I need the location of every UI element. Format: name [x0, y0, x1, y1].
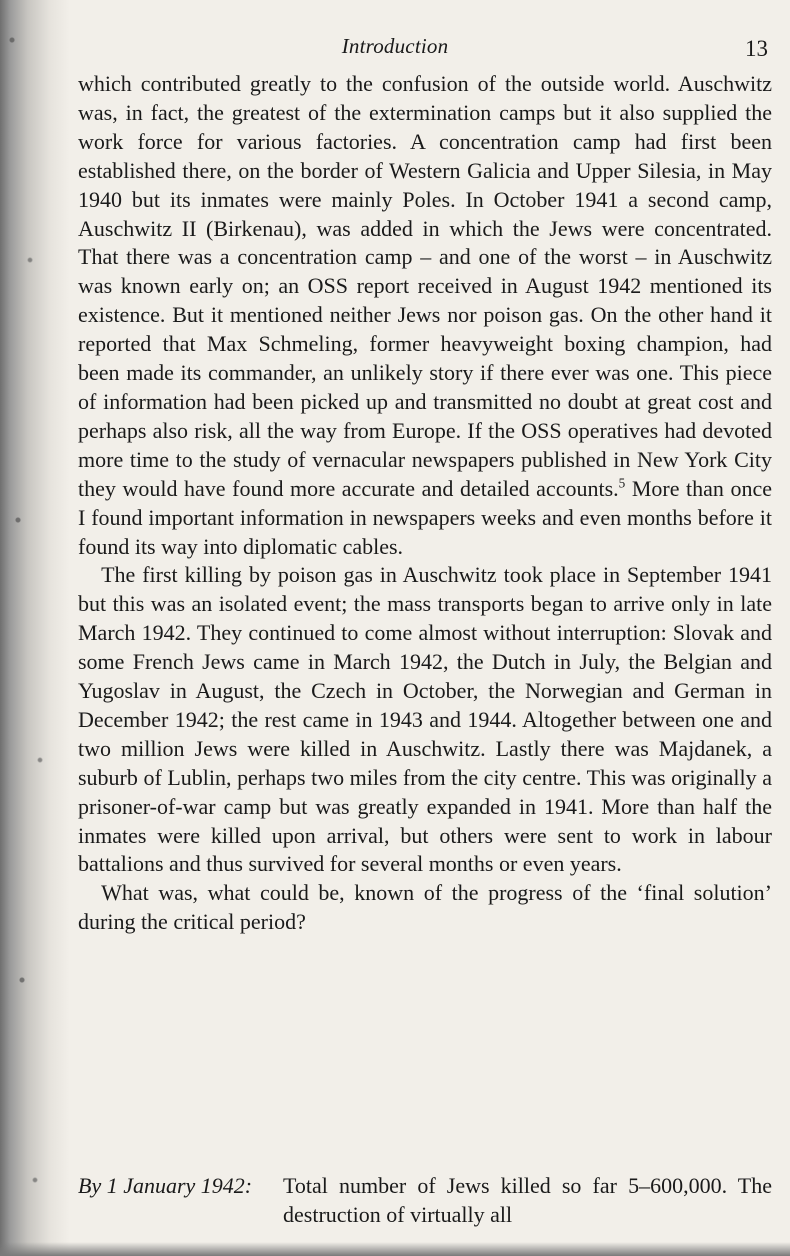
paragraph-question: What was, what could be, known of the progress of the ‘final solution’ during the critical period?: [78, 880, 772, 935]
paragraph-auschwitz-killings: The first killing by poison gas in Auschwitz took place in September 1941 but this was an isolated event; the mass transports began to arrive only in late March 1942. They continued to come almost without interruption: Slovak and some French Jews came in March 1942, the Dutch in July, the Belgian and Yugoslav in August, the Czech in October, the Norwegian and German in December 1942; the rest came in 1943 and 1944. Altogether between one and two million Jews were killed in Auschwitz. Lastly there was Majdanek, a suburb of Lublin, perhaps two miles from the city centre. This was originally a prisoner-of-war camp but was greatly expanded in 1941. More than half the inmates were killed upon arrival, but others were sent to work in labour battalions and thus survived for several months or even years.: [78, 562, 772, 877]
paragraph-continued: [78, 70, 772, 561]
scan-edge-specks: [0, 0, 60, 1256]
running-header: [0, 30, 790, 64]
paragraph-1-tail: More than once I found important information in newspapers weeks and even months before it found its way into diplomatic cables.: [78, 475, 773, 559]
scan-bottom-shadow: [0, 1242, 790, 1256]
footnote-reference: 5: [618, 475, 626, 491]
page-number: 13: [745, 36, 768, 61]
paragraph-1-text: which contributed greatly to the confusion of the outside world. Auschwitz was, in fact, the greatest of the extermination camps but it also supplied the work force for various factories. A concentration camp had first been established there, on the border of Western Galicia and Upper Silesia, in May 1940 but its inmates were mainly Poles. In October 1941 a second camp, Auschwitz II (Birkenau), was added in which the Jews were concentrated. That there was a concentration camp – and one of the worst – in Auschwitz was known early on; an OSS report received in August 1942 mentioned its existence. But it mentioned neither Jews nor poison gas. On the other hand it reported that Max Schmeling, former heavyweight boxing champion, had been made its commander, an unlikely story if there ever was one. This piece of information had been picked up and transmitted no doubt at great cost and perhaps also risk, all the way from Europe. If the OSS operatives had devoted more time to the study of vernacular newspapers published in New York City they would have found more accurate and detailed accounts.: [78, 71, 772, 501]
chronology-entry: [78, 1172, 772, 1230]
running-header-title: Introduction: [341, 34, 449, 58]
chronology-entry-date: By 1 January 1942:: [78, 1173, 253, 1198]
body-text: [78, 70, 772, 937]
chronology-entry-text: Total number of Jews killed so far 5–600,000. The destruction of virtually all: [283, 1173, 772, 1227]
